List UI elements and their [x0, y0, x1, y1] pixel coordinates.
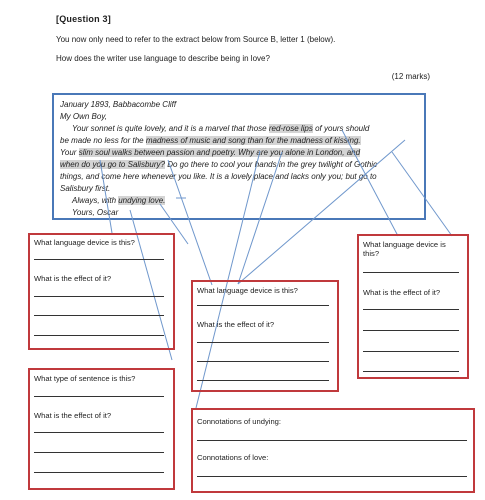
instruction-text: You now only need to refer to the extract below from Source B, letter 1 (below). — [56, 35, 336, 44]
question-label: What is the effect of it? — [197, 320, 275, 329]
answer-line[interactable] — [197, 342, 329, 343]
question-label: What is the effect of it? — [34, 274, 112, 283]
extract-line: be made no less for the madness of music and song than for the madness of kissing. — [60, 136, 361, 145]
question-label: What language device is this? — [34, 238, 135, 247]
extract-line: Your sonnet is quite lovely, and it is a marvel that those red-rose lips of yours should — [72, 124, 370, 133]
connector-line — [100, 160, 112, 233]
answer-line[interactable] — [363, 371, 459, 372]
question-prompt: How does the writer use language to describe being in love? — [56, 54, 270, 63]
question-label: What language device is this? — [197, 286, 298, 295]
question-heading: [Question 3] — [56, 14, 111, 24]
answer-line[interactable] — [34, 259, 164, 260]
answer-line[interactable] — [34, 335, 164, 336]
extract-line: Your slim soul walks between passion and poetry. Why are you alone in London, and — [60, 148, 361, 157]
answer-line[interactable] — [34, 315, 164, 316]
answer-line[interactable] — [197, 361, 329, 362]
answer-box-language-device-3 — [357, 234, 469, 379]
answer-line[interactable] — [363, 330, 459, 331]
answer-line[interactable] — [34, 452, 164, 453]
answer-line[interactable] — [197, 440, 467, 441]
answer-line[interactable] — [197, 305, 329, 306]
extract-line: things, and come here whenever you like. It is a lovely place and lacks only you; but go to — [60, 172, 377, 181]
answer-line[interactable] — [197, 380, 329, 381]
question-label: What language device is this? — [363, 240, 446, 258]
answer-line[interactable] — [363, 309, 459, 310]
answer-line[interactable] — [34, 432, 164, 433]
extract-signature: Yours, Oscar — [72, 208, 119, 217]
marks-label: (12 marks) — [391, 72, 430, 81]
question-label: What is the effect of it? — [34, 411, 112, 420]
answer-line[interactable] — [34, 472, 164, 473]
question-label: Connotations of undying: — [197, 417, 282, 426]
extract-line: when do you go to Salisbury? Do go there to cool your hands in the grey twilight of Gothic — [60, 160, 378, 169]
question-label: What is the effect of it? — [363, 288, 441, 297]
connector-line — [238, 152, 282, 284]
answer-box-language-device-1 — [28, 233, 175, 350]
question-label: What type of sentence is this? — [34, 374, 136, 383]
extract-line: Salisbury first. — [60, 184, 111, 193]
answer-line[interactable] — [197, 476, 467, 477]
extract-greeting: My Own Boy, — [60, 112, 107, 121]
question-label: Connotations of love: — [197, 453, 269, 462]
connector-line — [342, 130, 398, 236]
answer-line[interactable] — [34, 296, 164, 297]
connector-line — [392, 152, 452, 236]
answer-line[interactable] — [363, 351, 459, 352]
answer-box-connotations — [191, 408, 475, 493]
answer-box-language-device-2 — [191, 280, 339, 392]
answer-box-sentence-type — [28, 368, 175, 490]
answer-line[interactable] — [363, 272, 459, 273]
answer-line[interactable] — [34, 396, 164, 397]
extract-date: January 1893, Babbacombe Cliff — [60, 100, 177, 109]
extract-closing: Always, with undying love. — [72, 196, 166, 205]
